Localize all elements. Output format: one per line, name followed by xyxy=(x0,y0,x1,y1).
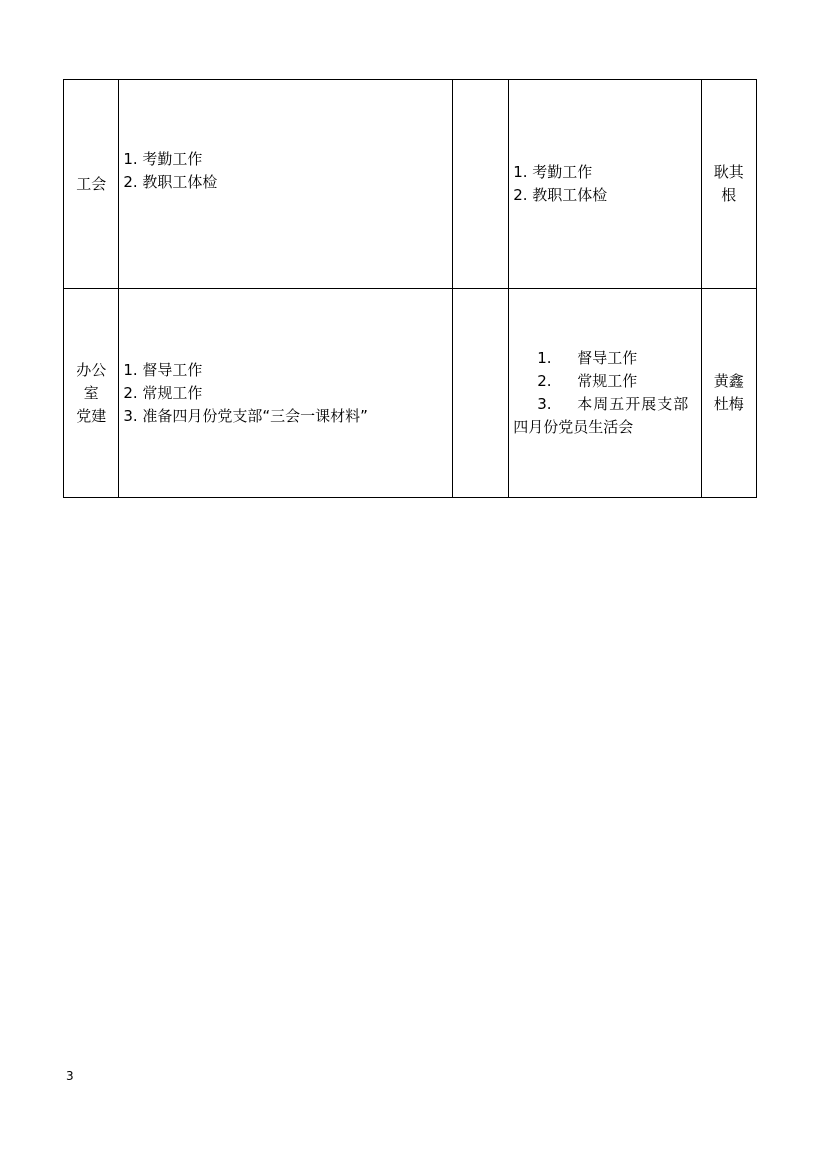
completion-cell xyxy=(509,80,701,289)
plan-list xyxy=(119,359,451,428)
completion-cell xyxy=(509,289,701,498)
completion-list xyxy=(509,161,700,207)
blank-cell xyxy=(452,80,508,289)
list-item: 1. 督导工作 xyxy=(123,360,203,379)
work-schedule-table xyxy=(63,79,757,498)
list-item: 3. 准备四月份党支部“三会一课材料” xyxy=(123,406,368,425)
owner-cell xyxy=(701,80,756,289)
list-item-continuation: 四月份党员生活会 xyxy=(513,418,634,436)
blank-cell xyxy=(452,289,508,498)
plan-list xyxy=(119,148,451,194)
department-name-line: 室 xyxy=(83,383,99,402)
owner-cell xyxy=(701,289,756,498)
department-cell xyxy=(64,80,119,289)
owner-name-line: 杜梅 xyxy=(713,395,744,413)
list-item: 1. 考勤工作 xyxy=(123,150,203,168)
list-item: 2. 教职工体检 xyxy=(513,186,608,204)
list-item: 2. 常规工作 xyxy=(537,372,638,390)
list-item: 1. 考勤工作 xyxy=(513,163,593,181)
owner-name-line: 根 xyxy=(721,186,737,204)
owner-name-line: 耿其 xyxy=(713,163,744,181)
department-name-line: 党建 xyxy=(76,406,107,425)
plan-cell xyxy=(119,289,452,498)
completion-list xyxy=(509,347,700,439)
list-item: 1. 督导工作 xyxy=(537,349,638,367)
table-row xyxy=(64,289,757,498)
department-name: 工会 xyxy=(76,174,107,193)
department-name-line: 办公 xyxy=(76,360,107,379)
department-cell xyxy=(64,289,119,498)
list-item: 3. 本周五开展支部 xyxy=(537,395,690,413)
list-item: 2. 常规工作 xyxy=(123,383,203,402)
owner-name-line: 黄鑫 xyxy=(713,372,744,390)
plan-cell xyxy=(119,80,452,289)
page-number: 3 xyxy=(66,1069,74,1083)
list-item: 2. 教职工体检 xyxy=(123,173,218,191)
table-row xyxy=(64,80,757,289)
